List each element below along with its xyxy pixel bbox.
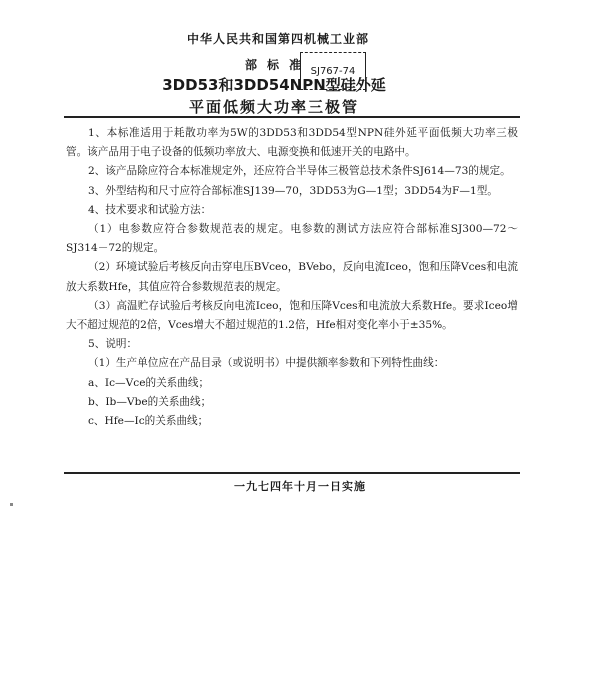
clause-4: 4、技术要求和试验方法： [88,203,212,216]
standard-number: SJ767-74 [310,65,356,77]
page-title-line2: 平面低频大功率三极管 [188,98,359,116]
clause-4-1: （1）电参数应符合参数规范表的规定。电参数的测试方法应符合部标准SJ300—72～SJ314－72的规定。 [66,223,518,255]
clause-5-1: （1）生产单位应在产品目录（或说明书）中提供额率参数和下列特性曲线： [88,357,445,370]
clause-4-2: （2）环境试验后考核反向击穿电压BVceo，BVebo，反向电流Iceo，饱和压降Vces和电流放大系数Hfe，其值应符合参数规范表的规定。 [66,261,518,293]
standard-number-box [300,52,366,90]
clause-2: 2、该产品除应符合本标准规定外，还应符合半导体三极管总技术条件SJ614—73的规定。 [88,165,511,178]
clause-5: 5、说明： [88,338,138,351]
scan-speck [10,503,13,506]
clause-3: 3、外型结构和尺寸应符合部标准SJ139—70，3DD53为G—1型；3DD54为F—1型。 [88,184,498,197]
curve-item-c: c、Hfe—Ic的关系曲线； [88,415,209,428]
bottom-divider [64,472,520,474]
document-category: 部标准 [244,58,311,72]
page-title-line1: 3DD53和3DD54NPN型硅外延 [162,76,386,94]
document-body [66,124,518,431]
top-divider [64,116,520,118]
effective-date: 一九七四年十月一日实施 [234,480,366,493]
issuing-authority: 中华人民共和国第四机械工业部 [186,32,369,46]
clause-4-3: （3）高温贮存试验后考核反向电流Iceo，饱和压降Vces和电流放大系数Hfe。要求Iceo增大不超过规范的2倍，Vces增大不超过规范的1.2倍，Hfe相对变化率小于±35%。 [66,299,518,332]
curve-item-a: a、Ic—Vce的关系曲线； [88,376,210,389]
clause-1: 1、本标准适用于耗散功率为5W的3DD53和3DD54型NPN硅外延平面低频大功率三极管。该产品用于电子设备的低频功率放大、电源变换和低速开关的电路中。 [66,127,518,159]
curve-item-b: b、Ib—Vbe的关系曲线； [88,395,212,408]
